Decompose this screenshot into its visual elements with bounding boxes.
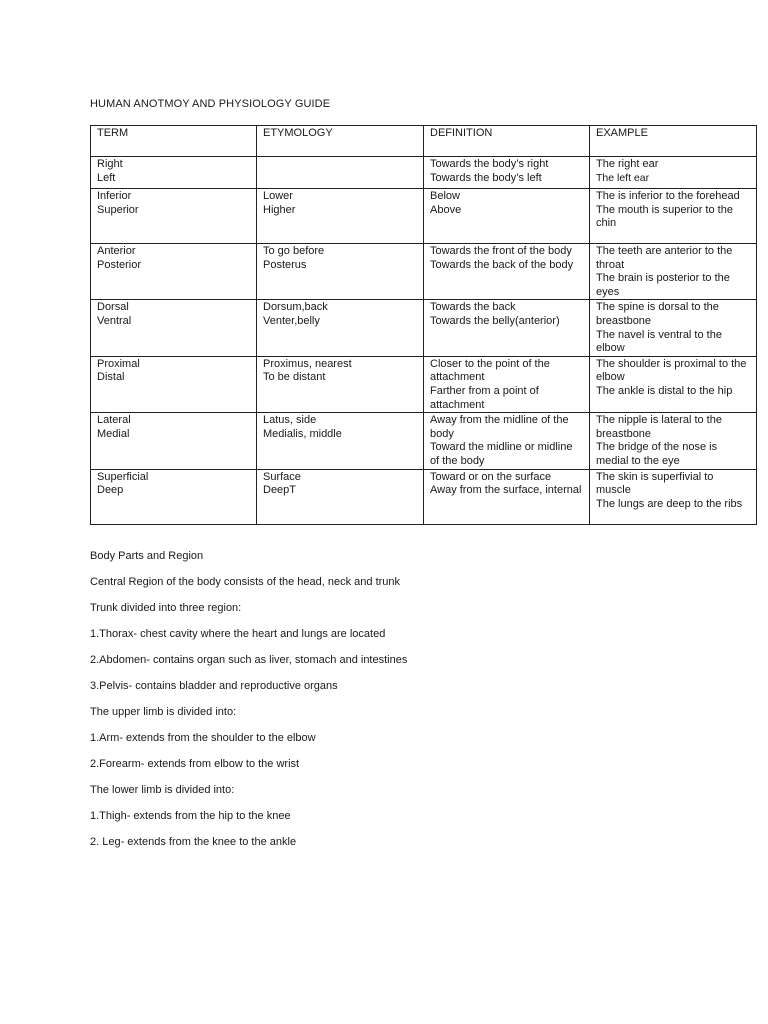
term-text: Posterior bbox=[97, 258, 142, 271]
term-cell bbox=[91, 300, 257, 356]
example-text: The teeth are anterior to the throat bbox=[596, 245, 733, 271]
table-row bbox=[91, 244, 757, 300]
example-text: The shoulder is proximal to the elbow bbox=[596, 357, 747, 384]
example-cell bbox=[590, 300, 757, 356]
definition-text: Towards the front of the body bbox=[430, 245, 572, 257]
example-text: The nipple is lateral to the breastbone bbox=[596, 414, 722, 440]
etymology-cell bbox=[257, 157, 424, 189]
term-text: Medial bbox=[97, 427, 130, 440]
definition-text: Towards the body’s left bbox=[430, 171, 542, 184]
example-cell bbox=[590, 356, 757, 412]
example-text: The navel is ventral to the elbow bbox=[596, 328, 722, 355]
definition-text: Towards the belly(anterior) bbox=[430, 314, 560, 327]
term-cell bbox=[91, 157, 257, 189]
definition-text: Away from the surface, internal bbox=[430, 484, 582, 497]
table-row bbox=[91, 189, 757, 244]
example-text: The is inferior to the forehead bbox=[596, 190, 740, 202]
etymology-cell bbox=[257, 413, 424, 469]
example-text: The mouth is superior to the chin bbox=[596, 203, 733, 230]
example-text: The left ear bbox=[596, 171, 650, 184]
etymology-text: Dorsum,back bbox=[263, 301, 328, 314]
note-list-item: 2.Forearm- extends from elbow to the wrist bbox=[90, 757, 300, 770]
term-cell bbox=[91, 356, 257, 412]
header-term: TERM bbox=[91, 126, 257, 157]
definition-text: Above bbox=[430, 203, 462, 216]
example-cell bbox=[590, 189, 757, 244]
note-list-item: 3.Pelvis- contains bladder and reproductive organs bbox=[90, 679, 338, 692]
definition-text: Towards the body’s right bbox=[430, 158, 549, 170]
etymology-text: To be distant bbox=[263, 371, 326, 384]
example-cell bbox=[590, 413, 757, 469]
term-text: Deep bbox=[97, 484, 124, 497]
header-etymology: ETYMOLOGY bbox=[257, 126, 424, 157]
etymology-text: Venter,belly bbox=[263, 314, 320, 327]
note-list-item: 1.Arm- extends from the shoulder to the elbow bbox=[90, 731, 316, 744]
anatomy-terms-table bbox=[90, 125, 757, 525]
term-text: Distal bbox=[97, 371, 125, 384]
header-definition: DEFINITION bbox=[424, 126, 590, 157]
definition-cell bbox=[424, 244, 590, 300]
table-row bbox=[91, 356, 757, 412]
term-cell bbox=[91, 469, 257, 524]
example-cell bbox=[590, 244, 757, 300]
term-text: Superior bbox=[97, 203, 139, 216]
etymology-text: Higher bbox=[263, 203, 296, 216]
note-paragraph: The lower limb is divided into: bbox=[90, 783, 235, 796]
term-text: Inferior bbox=[97, 190, 132, 202]
note-list-item: 1.Thigh- extends from the hip to the knee bbox=[90, 809, 291, 822]
etymology-text: Posterus bbox=[263, 258, 307, 271]
etymology-cell bbox=[257, 300, 424, 356]
etymology-text: Latus, side bbox=[263, 414, 317, 427]
table-row bbox=[91, 413, 757, 469]
section-heading: Body Parts and Region bbox=[90, 549, 204, 562]
example-text: The bridge of the nose is medial to the eye bbox=[596, 441, 718, 467]
term-text: Anterior bbox=[97, 245, 136, 257]
definition-cell bbox=[424, 356, 590, 412]
etymology-text: Surface bbox=[263, 470, 301, 483]
note-list-item: 2.Abdomen- contains organ such as liver, stomach and intestines bbox=[90, 653, 408, 666]
example-text: The brain is posterior to the eyes bbox=[596, 272, 730, 298]
definition-text: Toward or on the surface bbox=[430, 470, 552, 483]
example-cell bbox=[590, 157, 757, 189]
term-text: Left bbox=[97, 171, 116, 184]
definition-cell bbox=[424, 413, 590, 469]
definition-text: Toward the midline or midline of the body bbox=[430, 441, 573, 467]
term-cell bbox=[91, 413, 257, 469]
term-text: Proximal bbox=[97, 357, 140, 370]
document-title: HUMAN ANOTMOY AND PHYSIOLOGY GUIDE bbox=[90, 98, 331, 110]
term-text: Dorsal bbox=[97, 301, 129, 314]
note-paragraph: Central Region of the body consists of the head, neck and trunk bbox=[90, 575, 401, 588]
etymology-cell bbox=[257, 244, 424, 300]
definition-text: Closer to the point of the attachment bbox=[430, 357, 550, 384]
definition-cell bbox=[424, 157, 590, 189]
note-list-item: 2. Leg- extends from the knee to the ankle bbox=[90, 835, 297, 848]
example-text: The skin is superfivial to muscle bbox=[596, 470, 714, 497]
note-paragraph: The upper limb is divided into: bbox=[90, 705, 237, 718]
etymology-cell bbox=[257, 189, 424, 244]
etymology-text: To go before bbox=[263, 245, 325, 257]
term-text: Ventral bbox=[97, 314, 132, 327]
etymology-text: Lower bbox=[263, 190, 293, 202]
etymology-text: Medialis, middle bbox=[263, 427, 342, 440]
term-text: Superficial bbox=[97, 470, 149, 483]
etymology-text: DeepT bbox=[263, 484, 297, 497]
definition-cell bbox=[424, 469, 590, 524]
table-header-row bbox=[91, 126, 757, 157]
definition-text: Below bbox=[430, 190, 460, 202]
example-cell bbox=[590, 469, 757, 524]
document-page bbox=[90, 97, 758, 861]
term-text: Lateral bbox=[97, 414, 131, 427]
header-example: EXAMPLE bbox=[590, 126, 757, 157]
note-paragraph: Trunk divided into three region: bbox=[90, 601, 242, 614]
etymology-text: Proximus, nearest bbox=[263, 357, 352, 370]
body-parts-notes bbox=[90, 549, 758, 849]
definition-cell bbox=[424, 189, 590, 244]
table-row bbox=[91, 300, 757, 356]
example-text: The right ear bbox=[596, 158, 659, 170]
etymology-cell bbox=[257, 469, 424, 524]
term-cell bbox=[91, 189, 257, 244]
definition-text: Towards the back of the body bbox=[430, 258, 574, 271]
term-text: Right bbox=[97, 158, 123, 170]
example-text: The ankle is distal to the hip bbox=[596, 384, 733, 397]
table-row bbox=[91, 469, 757, 524]
etymology-cell bbox=[257, 356, 424, 412]
definition-text: Away from the midline of the body bbox=[430, 414, 569, 440]
definition-text: Farther from a point of attachment bbox=[430, 384, 539, 411]
note-list-item: 1.Thorax- chest cavity where the heart and lungs are located bbox=[90, 627, 386, 640]
definition-cell bbox=[424, 300, 590, 356]
table-row bbox=[91, 157, 757, 189]
example-text: The spine is dorsal to the breastbone bbox=[596, 301, 719, 327]
example-text: The lungs are deep to the ribs bbox=[596, 497, 743, 510]
definition-text: Towards the back bbox=[430, 301, 516, 314]
term-cell bbox=[91, 244, 257, 300]
